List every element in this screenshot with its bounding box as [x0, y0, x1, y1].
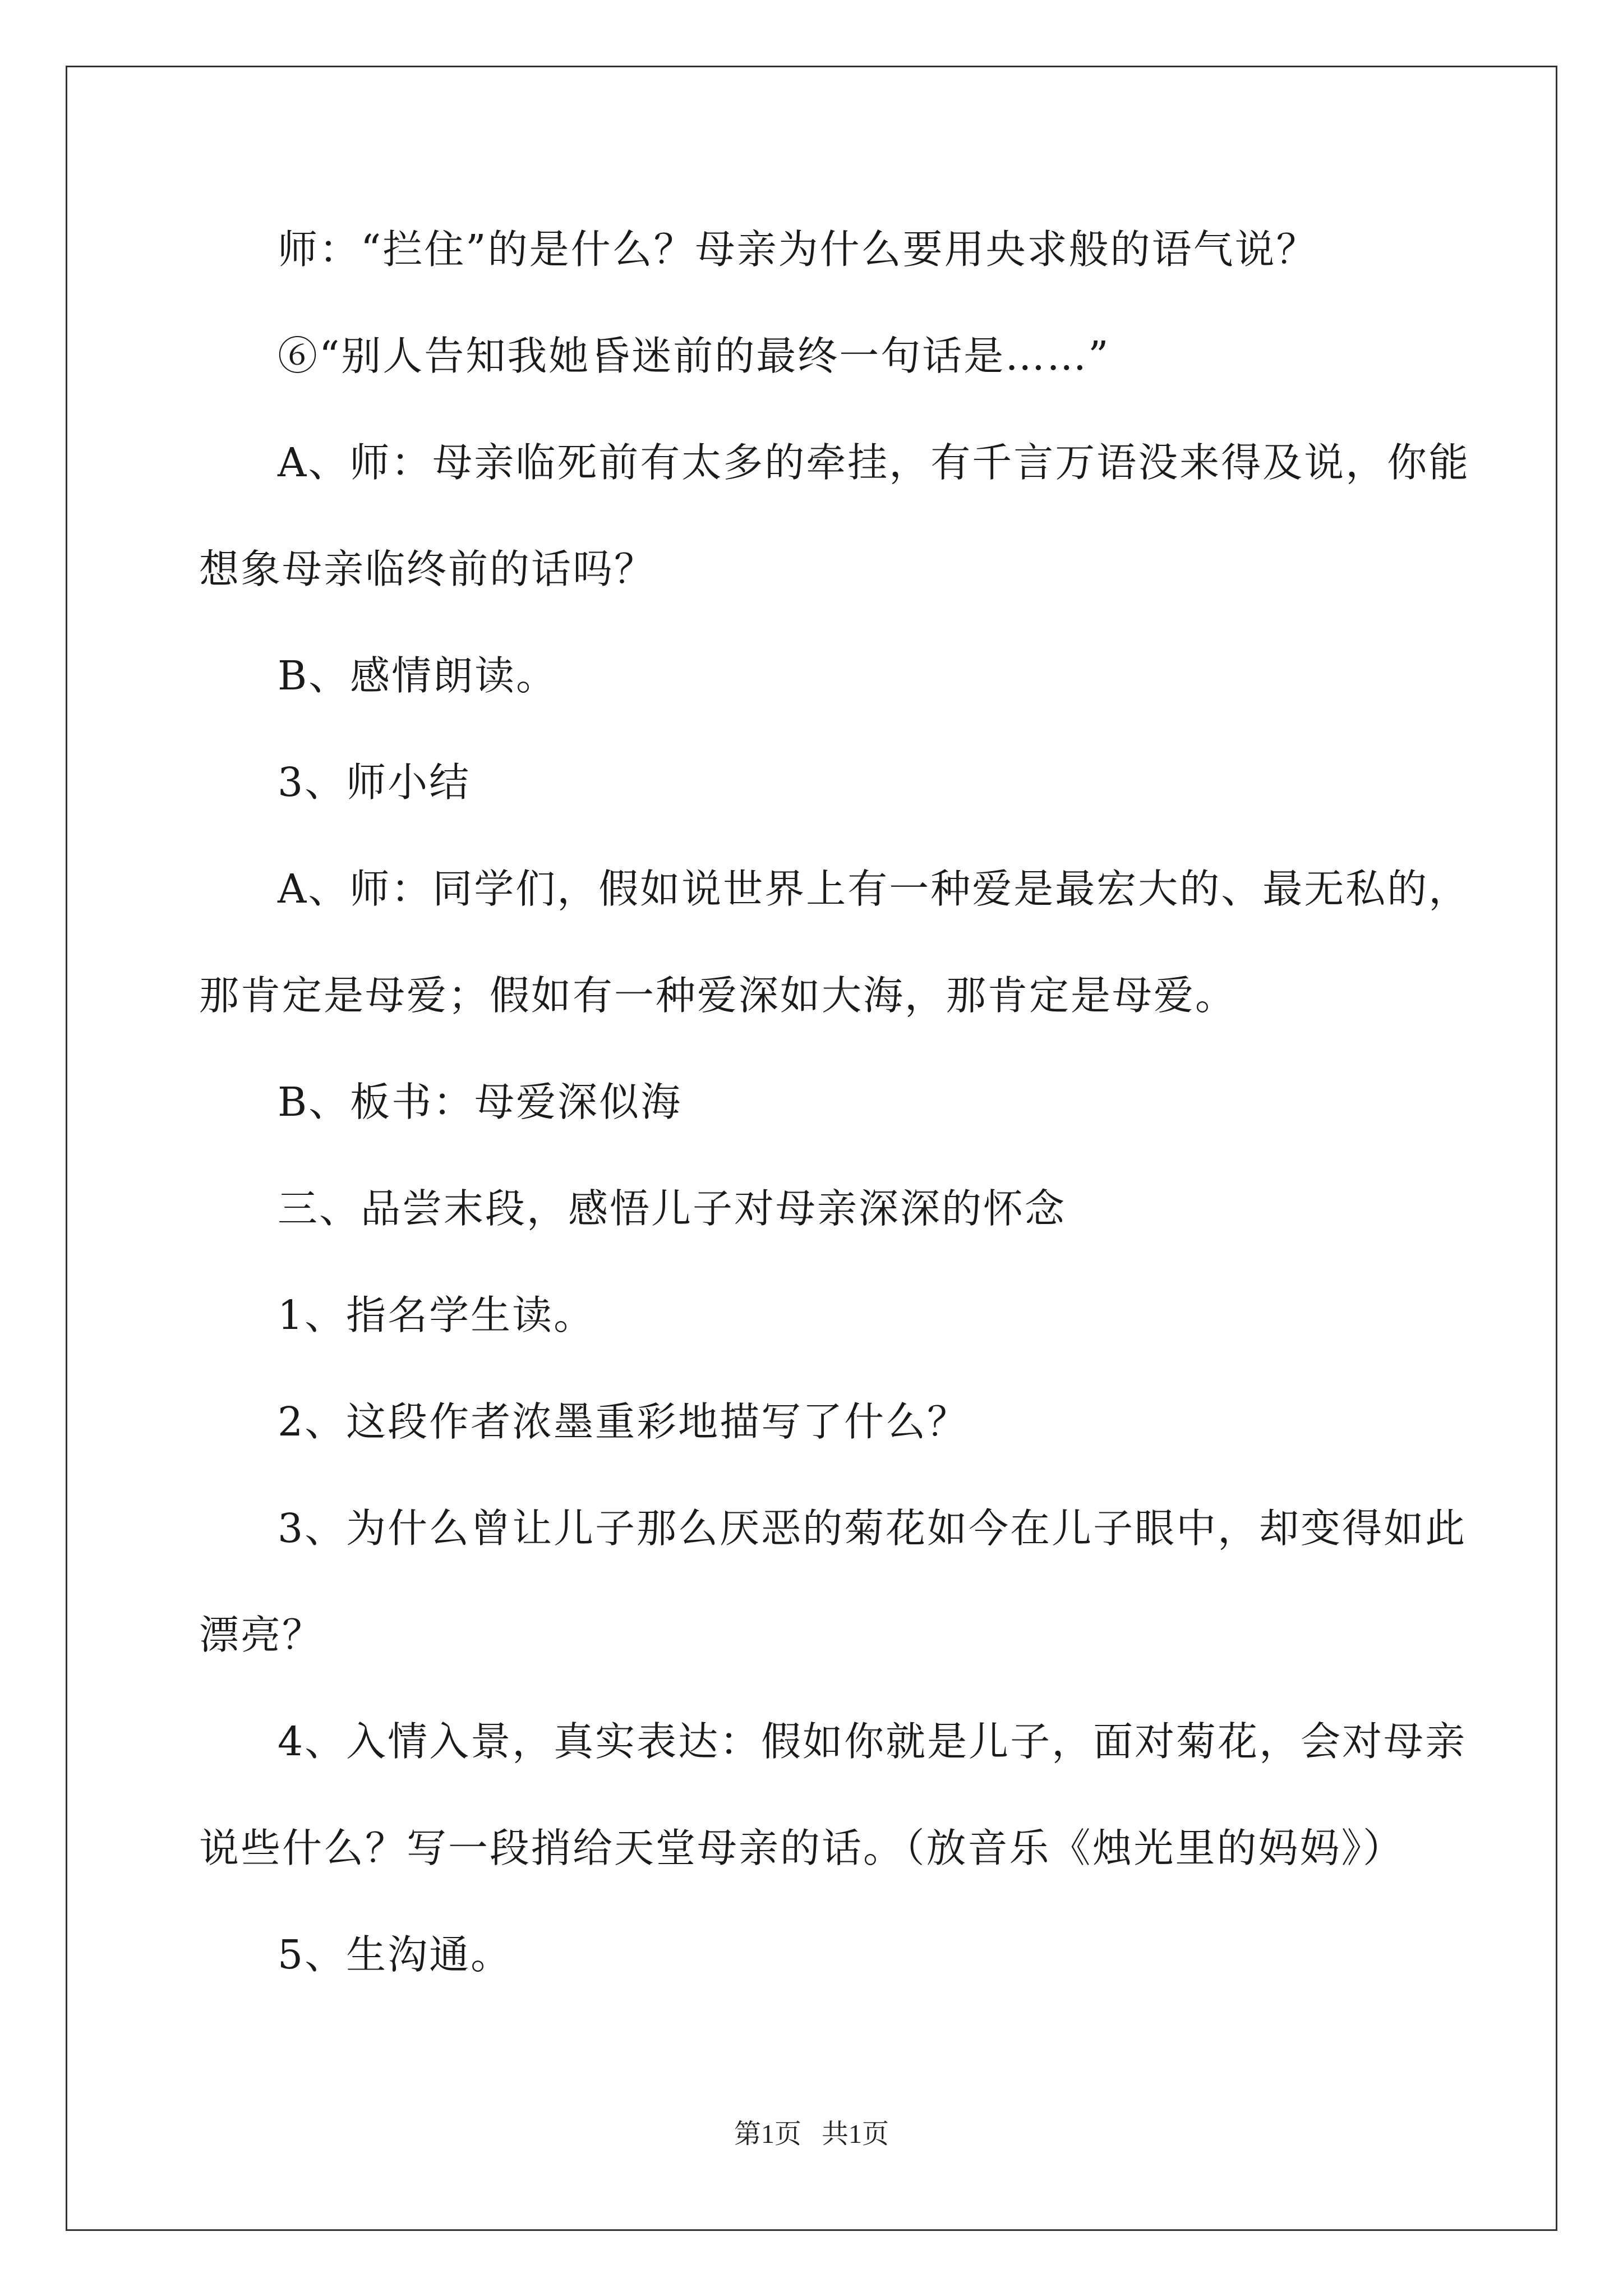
paragraph-8: 1、指名学生读。: [278, 1292, 596, 1338]
paragraph-2: ⑥“别人告知我她昏迷前的最终一句话是……”: [278, 333, 1110, 379]
paragraph-1: 师：“拦住”的是什么？母亲为什么要用央求般的语气说？: [278, 226, 1318, 273]
section-heading-3: 三、品尝末段，感悟儿子对母亲深深的怀念: [278, 1185, 1067, 1232]
paragraph-3: A、师：母亲临死前有太多的牵挂，有千言万语没来得及说，你能: [278, 439, 1470, 486]
paragraph-4: B、感情朗读。: [278, 652, 558, 699]
paragraph-11: 4、入情入景，真实表达：假如你就是儿子，面对菊花，会对母亲: [278, 1718, 1467, 1765]
page-number: 第1页 共1页: [734, 2119, 889, 2149]
paragraph-7: B、板书：母爱深似海: [278, 1079, 683, 1125]
paragraph-6-continued: 那肯定是母爱；假如有一种爱深如大海，那肯定是母爱。: [199, 972, 1237, 1019]
paragraph-3-continued: 想象母亲临终前的话吗？: [199, 546, 656, 592]
paragraph-5: 3、师小结: [278, 759, 471, 806]
paragraph-9: 2、这段作者浓墨重彩地描写了什么？: [278, 1398, 969, 1445]
paragraph-12: 5、生沟通。: [278, 1931, 513, 1978]
page-border: [66, 66, 1557, 2231]
paragraph-10-continued: 漂亮？: [199, 1612, 324, 1658]
paragraph-11-continued: 说些什么？写一段捎给天堂母亲的话。（放音乐《烛光里的妈妈》）: [199, 1825, 1405, 1871]
paragraph-6: A、师：同学们，假如说世界上有一种爱是最宏大的、最无私的，: [278, 866, 1470, 912]
paragraph-10: 3、为什么曾让儿子那么厌恶的菊花如今在儿子眼中，却变得如此: [278, 1505, 1467, 1552]
